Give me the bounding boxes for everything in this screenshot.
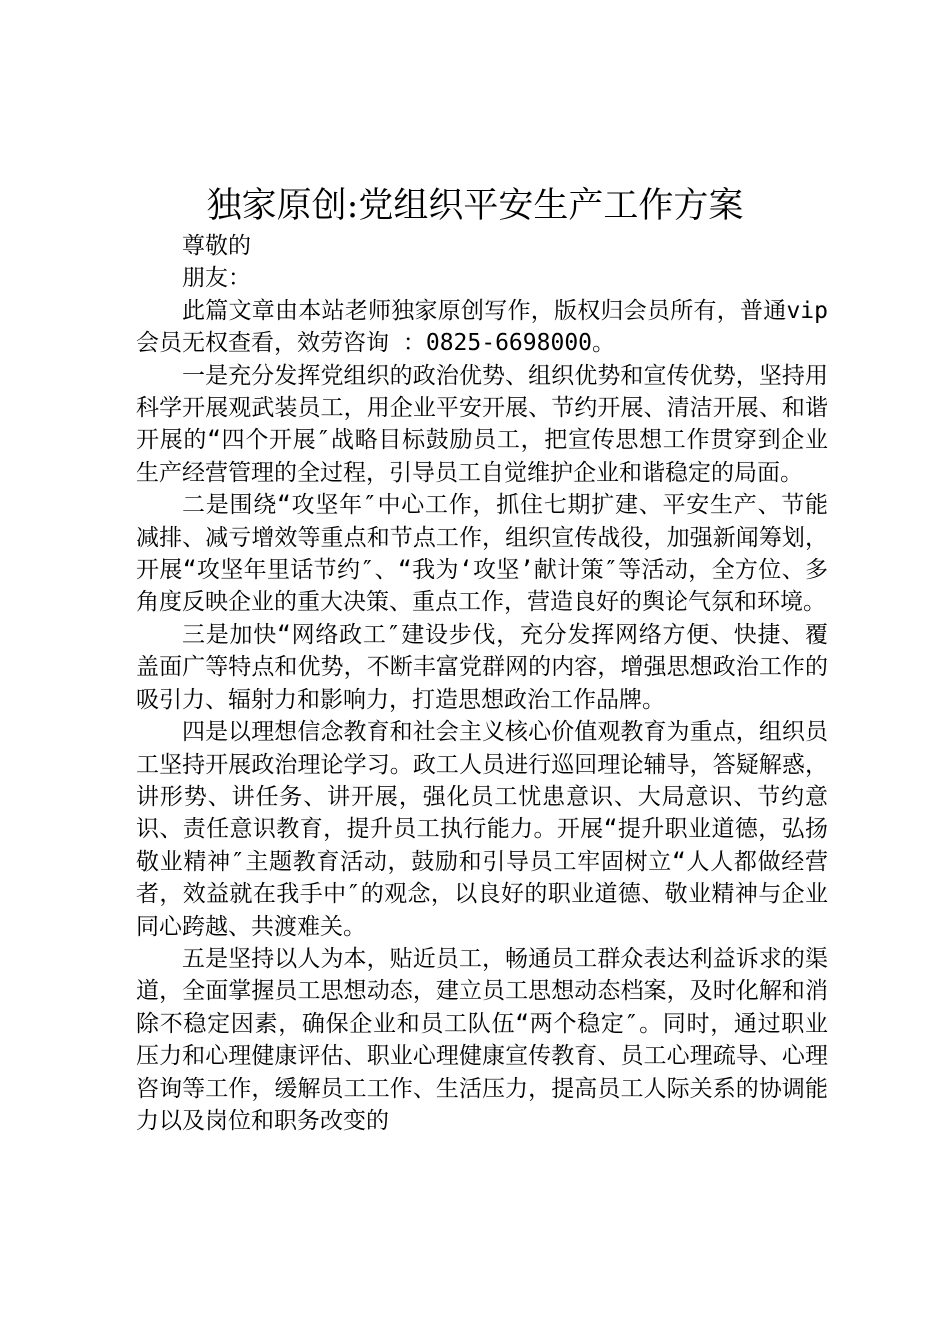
greeting-line-2: 朋友： bbox=[182, 265, 251, 292]
paragraph-4: 四是以理想信念教育和社会主义核心价值观教育为重点，组织员工坚持开展政治理论学习。政工人员进行巡回理论辅导，答疑解惑，讲形势、讲任务、讲开展，强化员工忧患意识、大局意识、节约意识、责任意识教育，提升员工执行能力。开展“提升职业道德，弘扬敬业精神″主题教育活动，鼓励和引导员工牢固树立“人人都做经营者，效益就在我手中″的观念，以良好的职业道德、敬业精神与企业同心跨越、共渡难关。 bbox=[136, 719, 828, 940]
greeting-line-1: 尊敬的 bbox=[182, 233, 251, 259]
paragraph-5: 五是坚持以人为本，贴近员工，畅通员工群众表达利益诉求的渠道，全面掌握员工思想动态，建立员工思想动态档案，及时化解和消除不稳定因素，确保企业和员工队伍“两个稳定″。同时，通过职业压力和心理健康评估、职业心理健康宣传教育、员工心理疏导、心理咨询等工作，缓解员工工作、生活压力，提高员工人际关系的协调能力以及岗位和职务改变的 bbox=[136, 945, 828, 1134]
paragraph-2: 二是围绕“攻坚年″中心工作，抓住七期扩建、平安生产、节能减排、减亏增效等重点和节点工作，组织宣传战役，加强新闻筹划，开展“攻坚年里话节约″、“我为‘攻坚’献计策″等活动，全方位、多角度反映企业的重大决策、重点工作，营造良好的舆论气氛和环境。 bbox=[136, 492, 828, 616]
paragraph-1: 一是充分发挥党组织的政治优势、组织优势和宣传优势，坚持用科学开展观武装员工，用企业平安开展、节约开展、清洁开展、和谐开展的“四个开展″战略目标鼓励员工，把宣传思想工作贯穿到企业生产经营管理的全过程，引导员工自觉维护企业和谐稳定的局面。 bbox=[136, 362, 828, 486]
document-title: 独家原创:党组织平安生产工作方案 bbox=[206, 186, 744, 226]
paragraph-3: 三是加快“网络政工″建设步伐，充分发挥网络方便、快捷、覆盖面广等特点和优势，不断丰富党群网的内容，增强思想政治工作的吸引力、辐射力和影响力，打造思想政治工作品牌。 bbox=[136, 621, 828, 713]
document-body bbox=[136, 230, 828, 1137]
paragraph-copyright-notice: 此篇文章由本站老师独家原创写作，版权归会员所有，普通vip会员无权查看，效劳咨询 ：0825-6698000。 bbox=[136, 297, 828, 357]
